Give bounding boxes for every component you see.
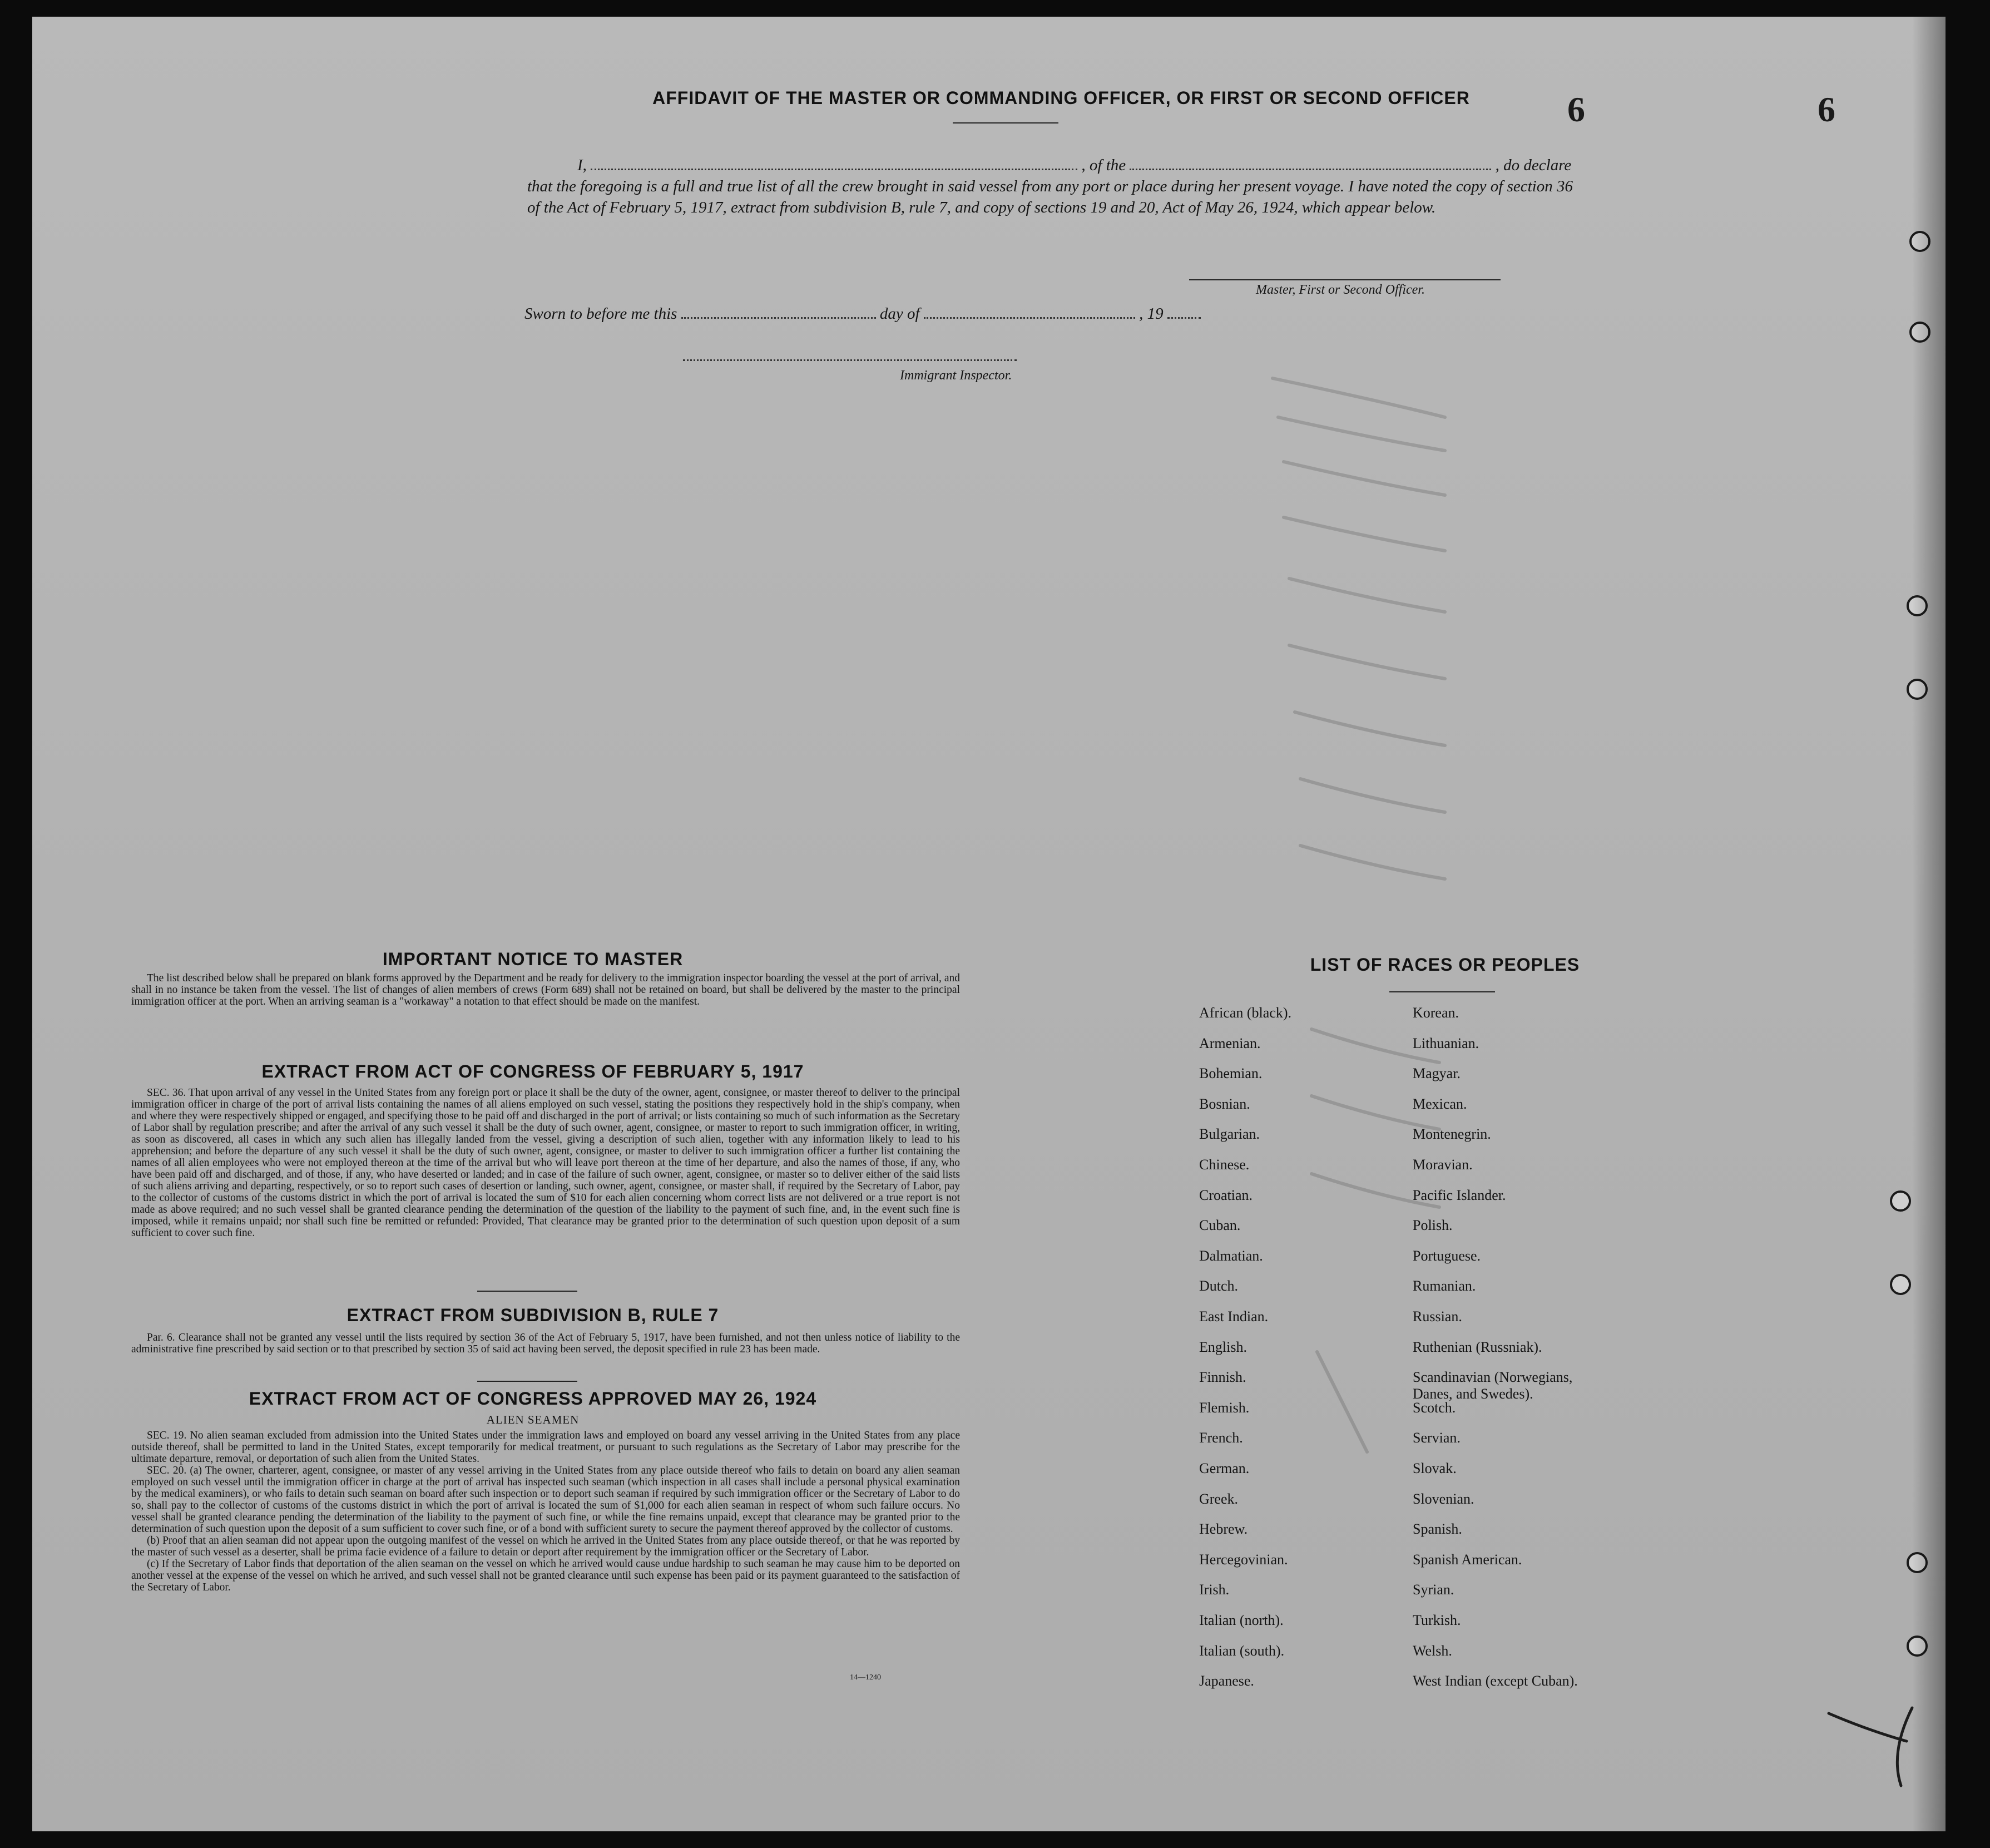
affidavit-title: AFFIDAVIT OF THE MASTER OR COMMANDING OFFICER, OR FIRST OR SECOND OFFICER <box>652 88 1470 108</box>
race-item: Rumanian. <box>1413 1278 1476 1294</box>
race-item: Greek. <box>1199 1490 1239 1507</box>
race-item: Scandinavian (Norwegians, Danes, and Swedes). <box>1413 1369 1573 1402</box>
section-20a-paragraph: SEC. 20. (a) The owner, charterer, agent, consignee, or master of any vessel arriving in the United States from any place outside thereof who fails to detain on board any alien seaman employed on such vessel until the immigration officer in charge at the port of arrival has inspected such seaman (which inspection in all cases shall include a personal physical examination by the medical examiners), or who fails to detain such seaman on board after such inspection or to deport such seaman if required by such immigration officer or the Secretary of Labor to do so, shall pay to the collector of customs of the customs district in which the port of arrival is located the sum of $1,000 for each alien seaman in respect of whom such failure occurs. No vessel shall be granted clearance pending the determination of the liability to the payment of such fine, or while the fine remains unpaid, except that clearance may be granted prior to the determination of such question upon the deposit of a sum sufficient to cover such fine, or of a bond with sufficient surety to secure the payment thereof approved by the collector of customs. <box>131 1465 960 1535</box>
affidavit-declare-label: , do declare <box>1495 156 1572 174</box>
affidavit-i-label: I, <box>577 156 587 174</box>
bleed-through-marks <box>32 17 1946 1831</box>
race-item: Irish. <box>1199 1582 1230 1598</box>
race-item: Dutch. <box>1199 1278 1239 1294</box>
sworn-prefix: Sworn to before me this <box>524 305 677 323</box>
race-item: Portuguese. <box>1413 1247 1481 1264</box>
race-item: Italian (north). <box>1199 1612 1284 1628</box>
race-item: Hebrew. <box>1199 1521 1248 1538</box>
race-item: French. <box>1199 1430 1243 1446</box>
races-title: LIST OF RACES OR PEOPLES <box>1310 955 1580 975</box>
race-item: Spanish American. <box>1413 1551 1522 1568</box>
race-item: Polish. <box>1413 1217 1453 1234</box>
race-item: Montenegrin. <box>1413 1126 1491 1143</box>
alien-seamen-subtitle: ALIEN SEAMEN <box>486 1413 580 1426</box>
race-item: German. <box>1199 1460 1250 1476</box>
document-page <box>32 17 1946 1831</box>
race-item: Lithuanian. <box>1413 1035 1479 1051</box>
inspector-label: Immigrant Inspector. <box>900 368 1012 383</box>
race-item: East Indian. <box>1199 1308 1269 1325</box>
race-item: Russian. <box>1413 1308 1462 1325</box>
binder-hole <box>1909 322 1930 343</box>
race-item: Dalmatian. <box>1199 1247 1263 1264</box>
section-20c-paragraph: (c) If the Secretary of Labor finds that deportation of the alien seaman on the vessel on which he arrived would cause undue hardship to such seaman he may cause him to be deported on another vessel at the expense of the vessel on which he arrived, and such vessel shall not be granted clearance until such expense has been paid or its payment guaranteed to the satisfaction of the Secretary of Labor. <box>131 1558 960 1593</box>
race-item: Chinese. <box>1199 1157 1250 1173</box>
form-number: 14—1240 <box>850 1673 881 1682</box>
section-19-paragraph: SEC. 19. No alien seaman excluded from admission into the United States under the immigration laws and employed on board any vessel arriving in the United States from any place outside thereof, shall be permitted to land in the United States, except temporarily for medical treatment, or pursuant to such regulations as the Secretary of Labor may prescribe for the ultimate departure, removal, or deportation of such alien from the United States. <box>131 1430 960 1465</box>
extract-1917-title: EXTRACT FROM ACT OF CONGRESS OF FEBRUARY 5, 1917 <box>261 1061 804 1081</box>
race-item: Moravian. <box>1413 1157 1473 1173</box>
extract-rule7-title: EXTRACT FROM SUBDIVISION B, RULE 7 <box>346 1305 719 1325</box>
race-item: West Indian (except Cuban). <box>1413 1673 1578 1689</box>
race-item: English. <box>1199 1338 1247 1355</box>
race-item: Welsh. <box>1413 1642 1452 1659</box>
race-item: Flemish. <box>1199 1399 1250 1416</box>
race-item: Slovenian. <box>1413 1490 1474 1507</box>
race-item: Japanese. <box>1199 1673 1254 1689</box>
section-36-paragraph: SEC. 36. That upon arrival of any vessel in the United States from any foreign port or place it shall be the duty of the owner, agent, consignee, or master thereof to deliver to the principal immigration officer in charge of the port of arrival lists containing the names of all aliens employed on such vessel, stating the positions they respectively hold in the ship's company, when and where they were respectively shipped or engaged, and specifying those to be paid off and discharged in the port of arrival; or lists containing so much of such information as the Secretary of Labor shall by regulation prescribe; and after the arrival of any such vessel it shall be the duty of such owner, agent, consignee, or master to report to such immigration officer, in writing, as soon as discovered, all cases in which any such alien has illegally landed from the vessel, giving a description of such alien, together with any information likely to lead to his apprehension; and before the departure of any such vessel it shall be the duty of such owner, agent, consignee, or master to deliver to such immigration officer a further list containing the names of all alien employees who were not employed thereon at the time of the arrival but who will leave port thereon at the time of her departure, and also the names of those, if any, who have been paid off and discharged, and of those, if any, who have deserted or landed; and in case of the failure of such owner, agent, consignee, or master so to deliver either of the said lists of such aliens arriving and departing, respectively, or so to report such cases of desertion or landing, such owner, agent, consignee, or master shall, if required by the Secretary of Labor, pay to the collector of customs of the customs district in which the port of arrival is located the sum of $10 for each alien concerning whom correct lists are not delivered or a true report is not made as above required; and no such vessel shall be granted clearance pending the determination of the question of the liability to the payment of such fine, and, in the event such fine is imposed, while it remains unpaid; nor shall such fine be remitted or refunded: Provided, That clearance may be granted prior to the determination of such question upon deposit of a sum sufficient to cover such fine. <box>131 1087 960 1239</box>
sworn-year-label: , 19 <box>1139 305 1164 323</box>
race-item: Bohemian. <box>1199 1065 1263 1082</box>
race-item: Servian. <box>1413 1430 1461 1446</box>
race-item: Syrian. <box>1413 1582 1454 1598</box>
race-item: Bulgarian. <box>1199 1126 1260 1143</box>
par-6-paragraph: Par. 6. Clearance shall not be granted any vessel until the lists required by section 36 of the Act of February 5, 1917, have been furnished, and not then unless notice of liability to the administrative fine prescribed by said section or to that prescribed by section 35 of said act having been served, the deposit specified in rule 23 has been made. <box>131 1332 960 1355</box>
race-item: Hercegovinian. <box>1199 1551 1288 1568</box>
race-item: Ruthenian (Russniak). <box>1413 1338 1542 1355</box>
page-number-mark-2: 6 <box>1818 90 1835 129</box>
race-item: Mexican. <box>1413 1095 1467 1112</box>
race-item: Magyar. <box>1413 1065 1461 1082</box>
race-item: Finnish. <box>1199 1369 1246 1386</box>
notice-title: IMPORTANT NOTICE TO MASTER <box>382 949 684 969</box>
race-item: Turkish. <box>1413 1612 1461 1628</box>
sworn-day-label: day of <box>879 305 920 323</box>
race-item: Armenian. <box>1199 1035 1261 1051</box>
race-item: Pacific Islander. <box>1413 1187 1506 1203</box>
affidavit-of-the-label: , of the <box>1081 156 1126 174</box>
signature-label: Master, First or Second Officer. <box>1256 283 1425 297</box>
race-item: Slovak. <box>1413 1460 1457 1476</box>
race-item: Italian (south). <box>1199 1642 1285 1659</box>
race-item: Scotch. <box>1413 1399 1456 1416</box>
race-item: Croatian. <box>1199 1187 1253 1203</box>
binder-hole <box>1909 231 1930 252</box>
extract-1924-title: EXTRACT FROM ACT OF CONGRESS APPROVED MAY 26, 1924 <box>249 1389 817 1409</box>
race-item: Korean. <box>1413 1005 1459 1021</box>
race-item: Cuban. <box>1199 1217 1241 1234</box>
affidavit-body: that the foregoing is a full and true list of all the crew brought in said vessel from any port or place during her present voyage. I have noted the copy of section 36 of the Act of February 5, 1917, extract from subdivision B, rule 7, and copy of sections 19 and 20, Act of May 26, 1924, which appear below. <box>527 177 1573 216</box>
section-20b-paragraph: (b) Proof that an alien seaman did not appear upon the outgoing manifest of the vessel on which he arrived in the United States from any place outside thereof, or that he was reported by the master of such vessel as a deserter, shall be prima facie evidence of a failure to detain or deport after requirement by the immigration officer or the Secretary of Labor. <box>131 1535 960 1558</box>
notice-paragraph: The list described below shall be prepared on blank forms approved by the Department and be ready for delivery to the immigration inspector boarding the vessel at the port of arrival, and shall in no instance be taken from the vessel. The list of changes of alien members of crews (Form 689) shall not be retained on board, but shall be delivered by the master to the principal immigration officer at the port. When an arriving seaman is a "workaway" a notation to that effect should be made on the manifest. <box>131 972 960 1007</box>
page-number-mark: 6 <box>1567 90 1585 129</box>
race-item: Spanish. <box>1413 1521 1462 1538</box>
race-item: African (black). <box>1199 1005 1292 1021</box>
race-item: Bosnian. <box>1199 1095 1250 1112</box>
